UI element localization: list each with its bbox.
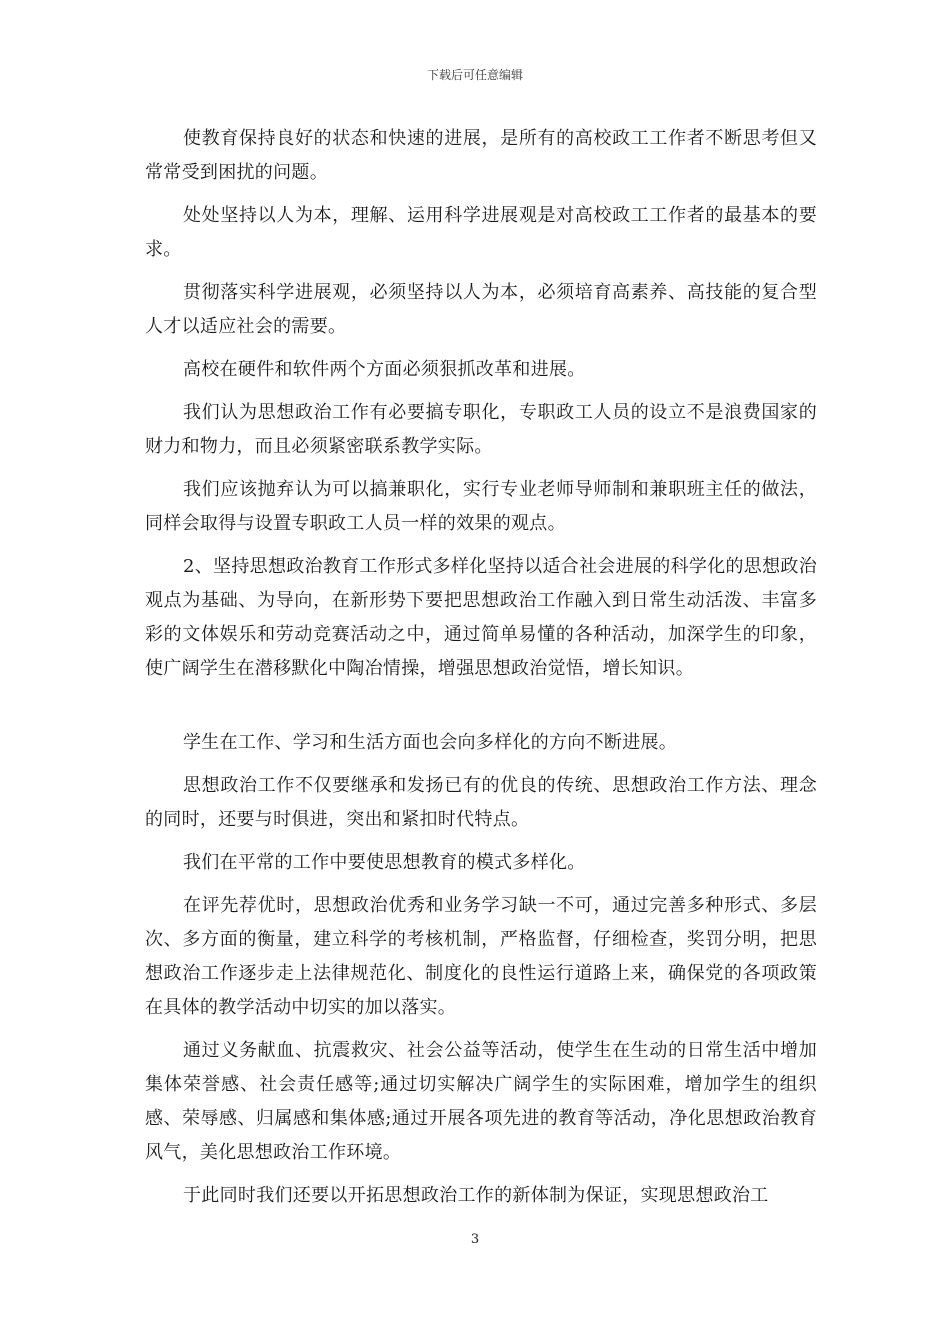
paragraph: 在评先荐优时，思想政治优秀和业务学习缺一不可，通过完善多种形式、多层次、多方面的衡量，建立科学的考核机制，严格监督，仔细检查，奖罚分明，把思想政治工作逐步走上法律规范化、制度化的良性运行道路上来，确保党的各项政策在具体的教学活动中切实的加以落实。 [145,895,817,1018]
paragraph: 贯彻落实科学进展观，必须坚持以人为本，必须培育高素养、高技能的复合型人才以适应社会的需要。 [145,282,817,337]
paragraph: 学生在工作、学习和生活方面也会向多样化的方向不断进展。 [183,732,678,753]
paragraph: 我们认为思想政治工作有必要搞专职化，专职政工人员的设立不是浪费国家的财力和物力，而且必须紧密联系教学实际。 [145,402,817,457]
paragraph: 于此同时我们还要以开拓思想政治工作的新体制为保证，实现思想政治工 [183,1185,769,1206]
paragraph: 思想政治工作不仅要继承和发扬已有的优良的传统、思想政治工作方法、理念的同时，还要与时俱进，突出和紧扣时代特点。 [145,775,817,830]
paragraph: 我们在平常的工作中要使思想教育的模式多样化。 [183,852,586,873]
paragraph: 高校在硬件和软件两个方面必须狠抓改革和进展。 [183,359,586,380]
paragraph: 2、坚持思想政治教育工作形式多样化坚持以适合社会进展的科学化的思想政治观点为基础、为导向，在新形势下要把思想政治工作融入到日常生动活泼、丰富多彩的文体娱乐和劳动竞赛活动之中，通过简单易懂的各种活动，加深学生的印象，使广阔学生在潜移默化中陶冶情操，增强思想政治觉悟，增长知识。 [145,556,817,679]
page-header: 下载后可任意编辑 [426,68,523,82]
paragraph: 我们应该抛弃认为可以搞兼职化，实行专业老师导师制和兼职班主任的做法，同样会取得与设置专职政工人员一样的效果的观点。 [145,479,817,534]
paragraph: 处处坚持以人为本，理解、运用科学进展观是对高校政工工作者的最基本的要求。 [145,205,817,260]
paragraph: 使教育保持良好的状态和快速的进展，是所有的高校政工工作者不断思考但又常常受到困扰的问题。 [145,128,817,183]
paragraph: 通过义务献血、抗震救灾、社会公益等活动，使学生在生动的日常生活中增加集体荣誉感、社会责任感等;通过切实解决广阔学生的实际困难，增加学生的组织感、荣辱感、归属感和集体感;通过开展各项先进的教育等活动，净化思想政治教育风气，美化思想政治工作环境。 [145,1040,817,1163]
page-number: 3 [470,1232,480,1247]
document-body [145,122,817,1222]
